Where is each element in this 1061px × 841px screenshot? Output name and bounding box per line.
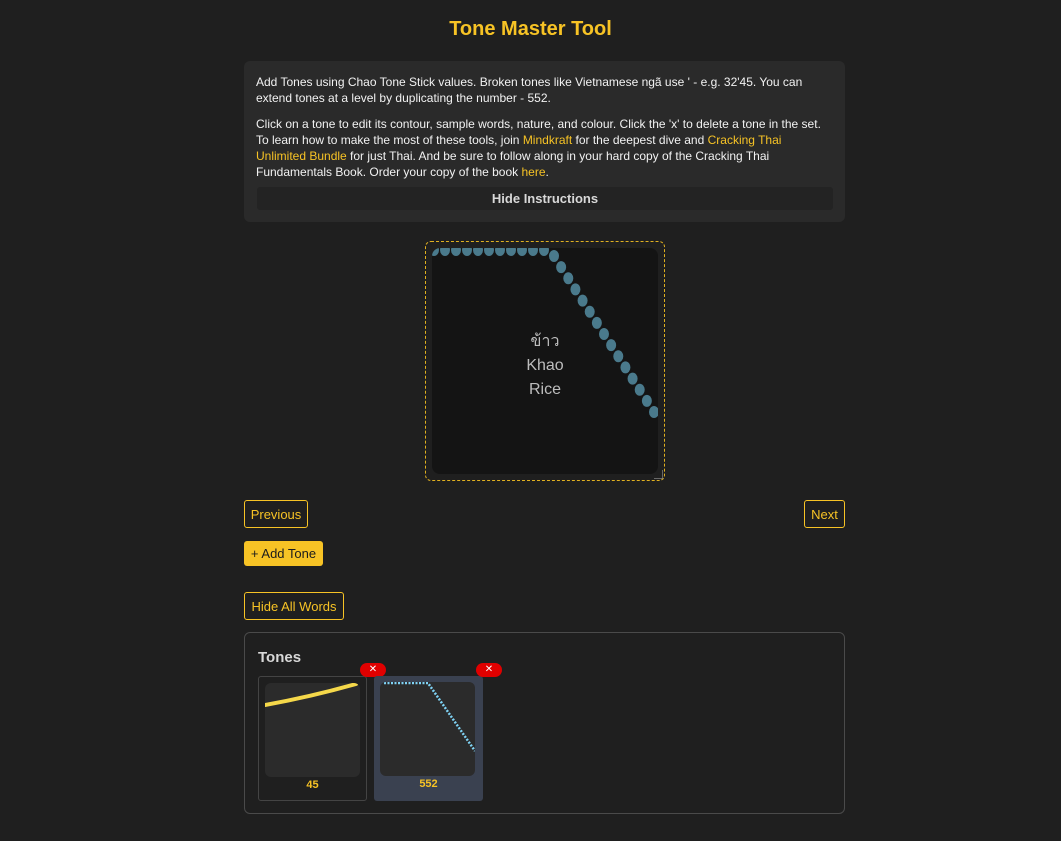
instructions-text: .	[545, 165, 549, 179]
resize-handle[interactable]	[654, 470, 663, 479]
tone-thumbnail-contour	[265, 683, 360, 777]
contour-bead	[451, 248, 461, 256]
tone-card-45[interactable]	[258, 676, 367, 801]
tone-label: 45	[306, 779, 319, 791]
contour-bead	[506, 248, 516, 256]
tones-panel	[244, 632, 845, 814]
contour-bead	[556, 261, 566, 273]
tones-heading: Tones	[258, 649, 302, 666]
contour-bead	[578, 295, 588, 307]
tone-card-552[interactable]	[374, 676, 483, 801]
tone-45-contour-line	[265, 684, 356, 705]
tone-552-contour-line	[384, 683, 475, 751]
tone-label: 552	[419, 778, 438, 790]
contour-bead	[473, 248, 483, 256]
tone-thumbnail-contour	[380, 682, 475, 776]
contour-bead	[592, 317, 602, 329]
tone-thumbnail	[265, 683, 360, 777]
delete-tone-552-button[interactable]: ✕	[476, 663, 502, 677]
previous-button[interactable]: Previous	[244, 500, 308, 528]
order-book-link[interactable]: here	[521, 165, 546, 179]
contour-bead	[517, 248, 527, 256]
instructions-paragraph-1: Add Tones using Chao Tone Stick values. Broken tones like Vietnamese ngã use ' - e.g. 32'45. You can extend tones at a level by duplicating the number - 552.	[256, 75, 803, 105]
contour-bead	[585, 306, 595, 318]
tone-canvas[interactable]	[432, 248, 658, 474]
sample-word-block	[432, 330, 658, 402]
sample-word-meaning: Rice	[528, 381, 561, 398]
sample-word-thai: ข้าว	[530, 333, 560, 350]
hide-instructions-button[interactable]: Hide Instructions	[257, 187, 833, 210]
contour-bead	[495, 248, 505, 256]
contour-bead	[570, 283, 580, 295]
tone-canvas-frame[interactable]	[425, 241, 665, 481]
contour-bead	[462, 248, 472, 256]
contour-bead	[440, 248, 450, 256]
add-tone-button[interactable]: + Add Tone	[244, 541, 323, 566]
tone-thumbnail	[380, 682, 475, 776]
hide-all-words-button[interactable]: Hide All Words	[244, 592, 344, 620]
contour-bead	[432, 248, 439, 256]
cracking-thai-bundle-link[interactable]: Cracking Thai Unlimited Bundle	[256, 133, 782, 163]
contour-bead	[549, 250, 559, 262]
instructions-panel	[244, 61, 845, 222]
delete-tone-45-button[interactable]: ✕	[360, 663, 386, 677]
contour-bead	[563, 272, 573, 284]
instructions-text: for just Thai. And be sure to follow along in your hard copy of the Cracking Thai Fundamentals Book. Order your copy of the book	[256, 149, 770, 179]
next-button[interactable]: Next	[804, 500, 845, 528]
sample-word-romanized: Khao	[526, 357, 564, 374]
contour-bead	[649, 406, 658, 418]
mindkraft-link[interactable]: Mindkraft	[522, 133, 573, 147]
page-title: Tone Master Tool	[449, 18, 612, 40]
instructions-text: for the deepest dive and	[572, 133, 708, 147]
instructions-paragraph-2	[256, 116, 833, 180]
contour-bead	[528, 248, 538, 256]
contour-bead	[484, 248, 494, 256]
contour-bead	[539, 248, 549, 256]
instructions-text: Click on a tone to edit its contour, sample words, nature, and colour. Click the 'x' to delete a tone in the set. To learn how to make the most of these tools, join	[256, 117, 821, 147]
